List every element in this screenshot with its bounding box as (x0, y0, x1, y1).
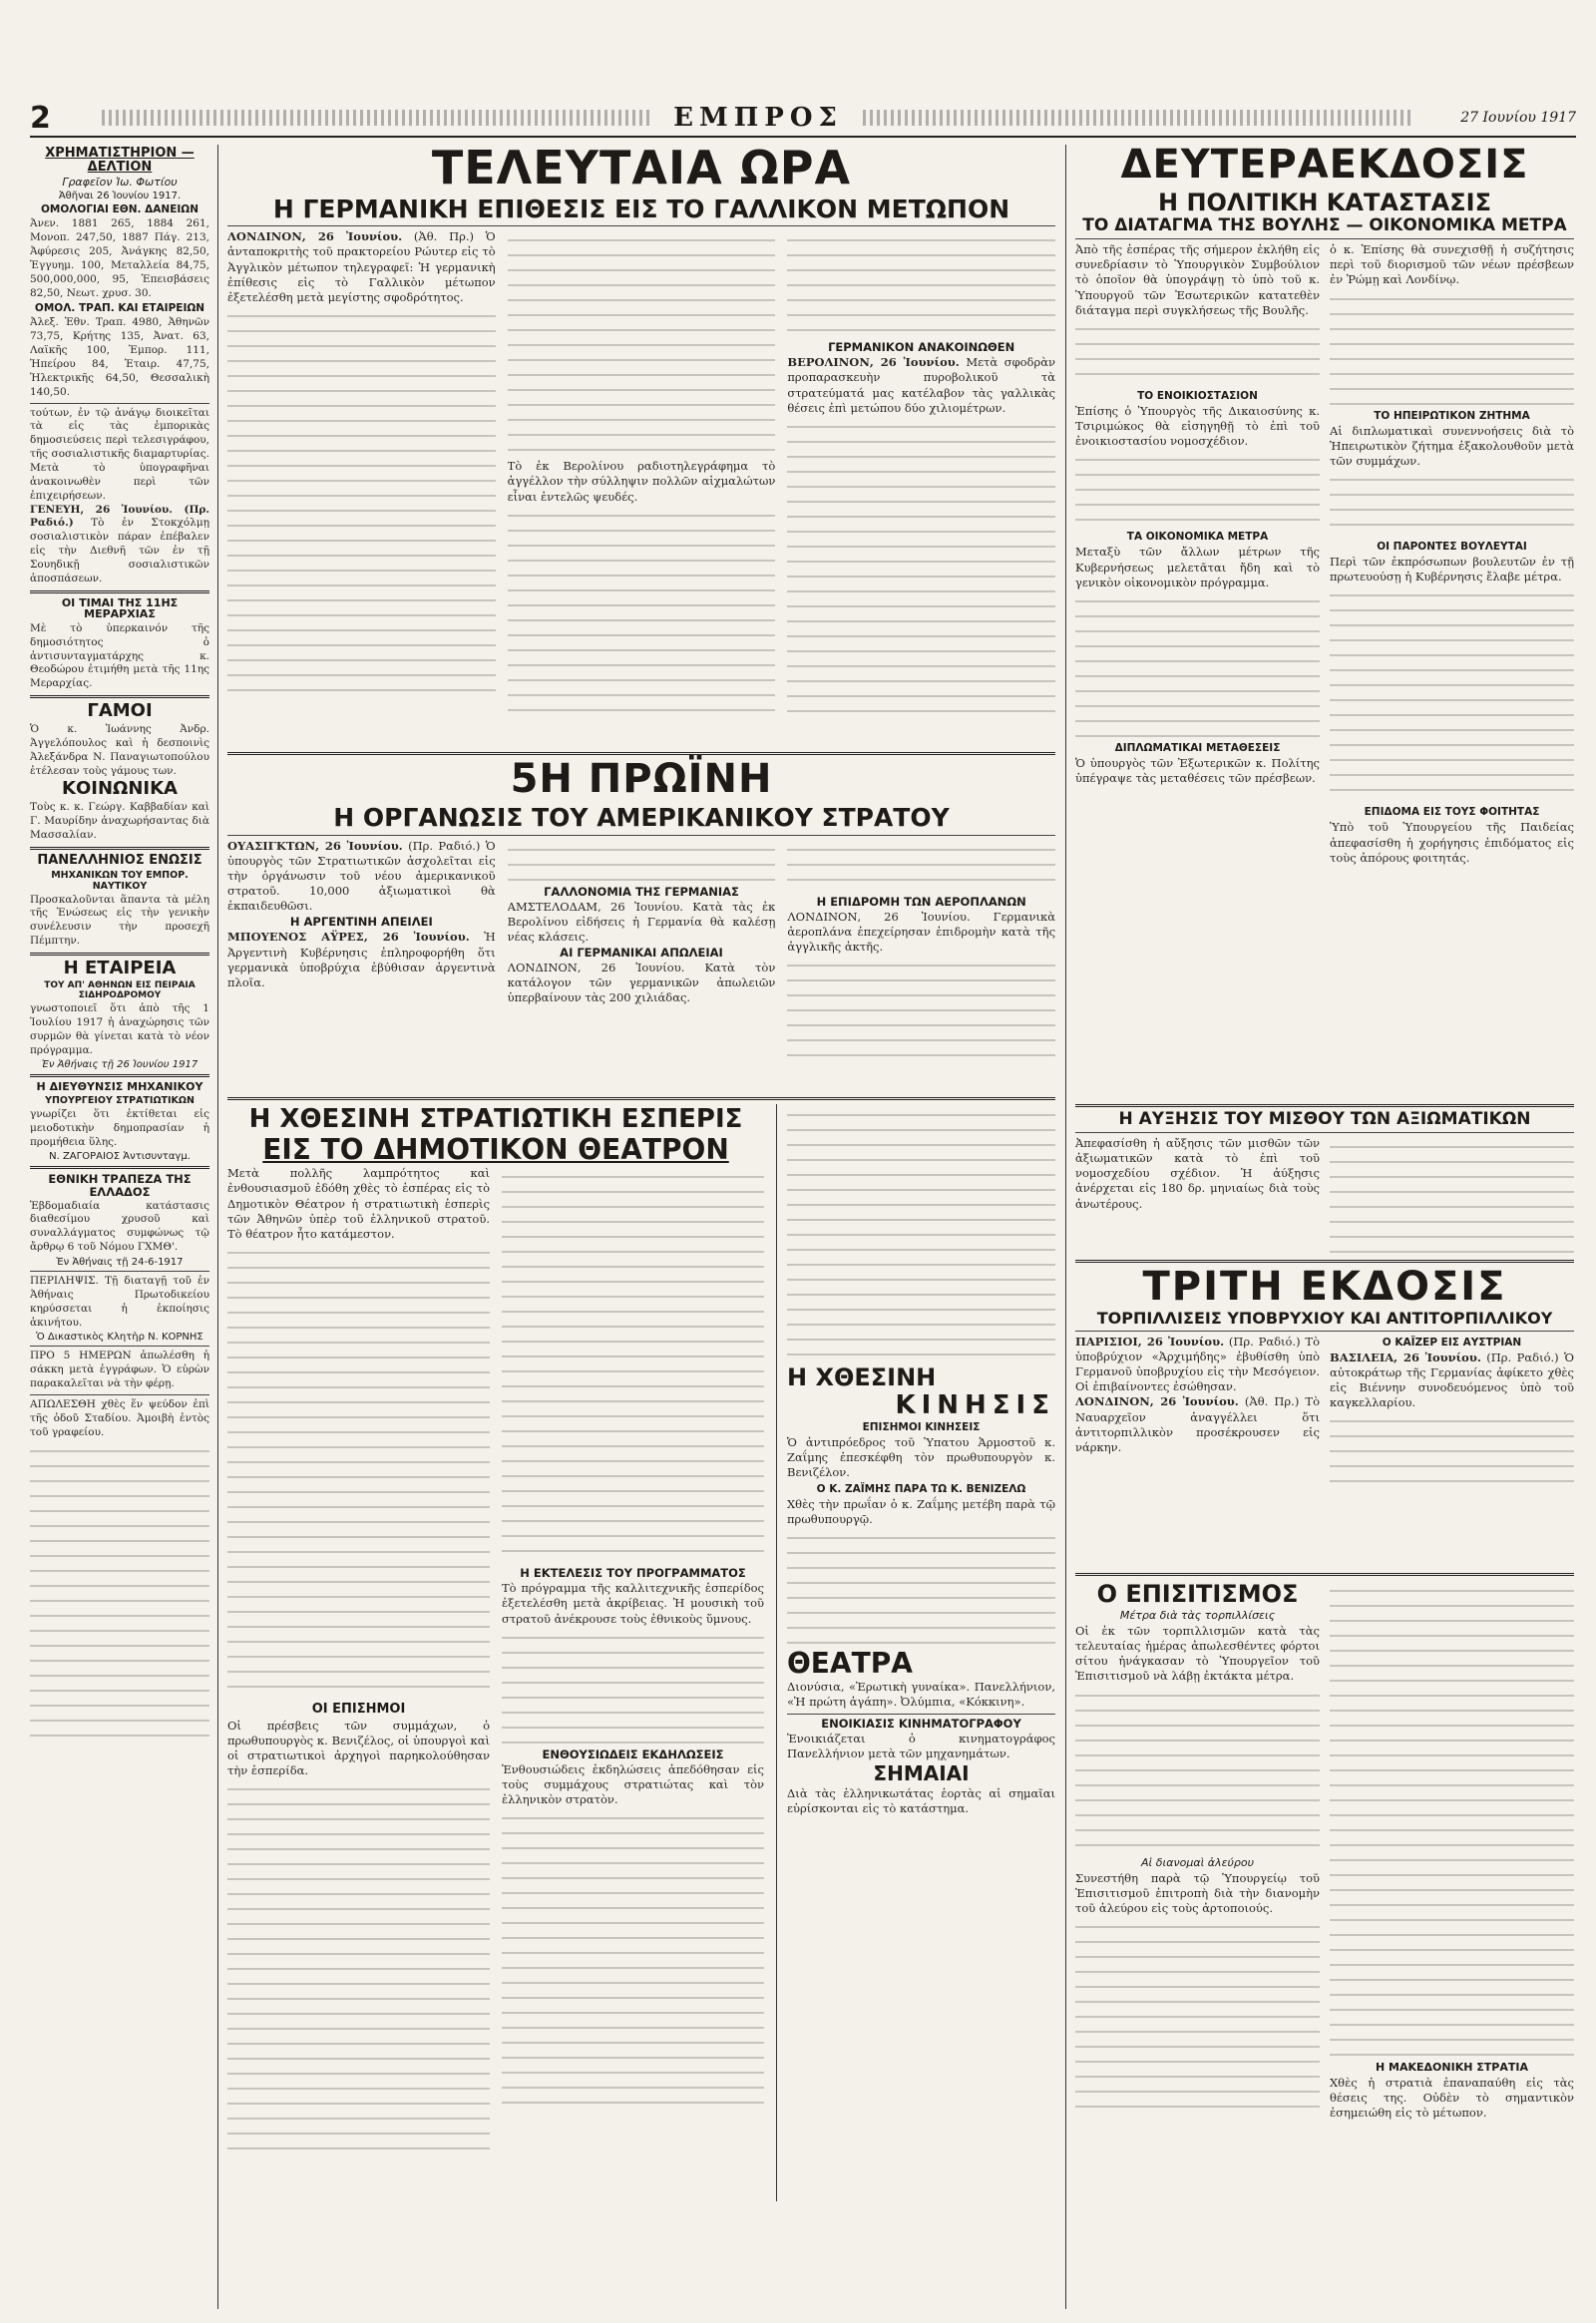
union-subtitle: ΜΗΧΑΝΙΚΩΝ ΤΟΥ ΕΜΠΟΡ. ΝΑΥΤΙΚΟΥ (51, 869, 189, 892)
losses-title: ΑΙ ΓΕΡΜΑΝΙΚΑΙ ΑΠΩΛΕΙΑΙ (560, 946, 723, 961)
right-column (1075, 145, 1574, 2309)
losses-body: ΛΟΝΔΙΝΟΝ, 26 Ἰουνίου. Κατὰ τὸν κατάλογον τῶν γερμανικῶν ἀπωλειῶν ὑπερβαίνουν τὰς 200 χιλιάδας. (507, 961, 776, 1005)
argentina-title: Η ΑΡΓΕΝΤΙΝΗ ΑΠΕΙΛΕΙ (289, 915, 433, 930)
washington-body: (Πρ. Ραδιό.) Ὁ ὑπουργὸς τῶν Στρατιωτικῶν ἀσχολεῖται εἰς τὴν ὀργάνωσιν τοῦ νέου ἀμερικανικοῦ στρατοῦ. 10,000 ἀξιωματικοὶ θὰ ἐκπαιδευθῶσι. (227, 838, 496, 914)
union-body: Προσκαλοῦνται ἅπαντα τὰ μέλη τῆς Ἑνώσεως εἰς τὴν γενικὴν συνέλευσιν τὴν προσεχῆ Πέμπτην. (30, 893, 209, 948)
movements-subtitle: ΚΙΝΗΣΙΣ (895, 1389, 1055, 1420)
germany-dateline: ΒΕΡΟΛΙΝΟΝ, 26 Ἰουνίου. (787, 355, 960, 370)
celebration-title: ΟΙ ΤΙΜΑΙ ΤΗΣ 11ΗΣ ΜΕΡΑΡΧΙΑΣ (61, 595, 179, 621)
company-signature: Ἐν Ἀθήναις τῇ 26 Ἰουνίου 1917 (41, 1059, 199, 1071)
finance-section-2: ΟΜΟΛ. ΤΡΑΠ. ΚΑΙ ΕΤΑΙΡΕΙΩΝ (34, 302, 205, 315)
supply-subtitle: Μέτρα διὰ τὰς τορπιλλίσεις (1119, 1608, 1276, 1622)
program-body: Τὸ πρόγραμμα τῆς καλλιτεχνικῆς ἑσπερίδος ἐξετελέσθη μετὰ ἀκρίβειας. Ἡ μουσικὴ τοῦ στρατοῦ ἀνέκρουσε τοὺς ἐθνικοὺς ὕμνους. (502, 1581, 764, 1626)
masthead-ornament (102, 110, 653, 126)
mech-subtitle: ΥΠΟΥΡΓΕΙΟΥ ΣΤΡΑΤΙΩΤΙΚΩΝ (45, 1094, 195, 1106)
court-notice-signature: Ὁ Δικαστικὸς Κλητὴρ Ν. ΚΟΡΝΗΣ (36, 1332, 203, 1344)
mech-title: Η ΔΙΕΥΘΥΝΣΙΣ ΜΗΧΑΝΙΚΟΥ (36, 1080, 203, 1094)
deputies-body: Περὶ τῶν ἐκπρόσωπων βουλευτῶν ἐν τῇ πρωτευούσῃ ἡ Κυβέρνησις ἔλαβε μέτρα. (1330, 555, 1574, 584)
flour-title: Αἱ διανομαὶ ἀλεύρου (1141, 1855, 1254, 1869)
zaimis-venizelos-title: Ο Κ. ΖΑΪΜΗΣ ΠΑΡΑ ΤΩ Κ. ΒΕΝΙΖΕΛΩ (816, 1482, 1026, 1495)
social-title: ΚΟΙΝΩΝΙΚΑ (62, 778, 178, 800)
center-column (227, 145, 1055, 2309)
page-number: 2 (30, 100, 51, 136)
economy-body: Μεταξὺ τῶν ἄλλων μέτρων τῆς Κυβερνήσεως μελετᾶται ἤδη καὶ τὸ γενικὸν οἰκονομικὸν πρόγραμμα. (1075, 545, 1320, 589)
column-rule (1065, 145, 1066, 2309)
lost-notice: ΠΡΟ 5 ΗΜΕΡΩΝ ἀπωλέσθη ἡ σάκκη μετὰ ἐγγράφων. Ὁ εὑρὼν παρακαλεῖται νὰ τὴν φέρῃ. (30, 1350, 209, 1390)
finance-body: Ἀνεν. 1881 265, 1884 261, Μονοπ. 247,50, 1887 Πάγ. 213, Ἀφύρεσις 205, Ἀνάγκης 82,50, Ἐγγυημ. 100, Μεταλλεία 84,75, 500,000,000, 95, Ἐπεισβάσεις 82,50, Νεωτ. χρυσ. 30. (30, 217, 209, 299)
company-body: γνωστοποιεῖ ὅτι ἀπὸ τῆς 1 Ἰουλίου 1917 ἡ ἀναχώρησις τῶν συρμῶν θὰ γίνεται κατὰ τὸ νέον πρόγραμμα. (30, 1001, 209, 1056)
second-edition-title: ΔΕΥΤΕΡΑΕΚΔΟΣΙΣ (1120, 145, 1529, 188)
mech-signature: Ν. ΖΑΓΟΡΑΙΟΣ Ἀντισυνταγμ. (49, 1151, 191, 1163)
air-raid-body: ΛΟΝΔΙΝΟΝ, 26 Ἰουνίου. Γερμανικὰ ἀεροπλάνα ἐπεχείρησαν ἐπιδρομὴν κατὰ τῆς ἀγγλικῆς ἀκτῆς. (787, 909, 1055, 954)
official-movements-body: Ὁ ἀντιπρόεδρος τοῦ Ὑπατου Ἁρμοστοῦ κ. Ζαΐμης ἐπεσκέφθη τὸν πρωθυπουργὸν κ. Βενιζέλον. (787, 1434, 1055, 1480)
kaiser-body: (Πρ. Ραδιό.) Ὁ αὐτοκράτωρ τῆς Γερμανίας ἀφίκετο χθὲς εἰς Βιέννην συνοδευόμενος ὑπὸ τοῦ καγκελλαρίου. (1330, 1350, 1574, 1410)
torpedo-title: ΤΟΡΠΙΛΛΙΣΕΙΣ ΥΠΟΒΡΥΧΙΟΥ ΚΑΙ ΑΝΤΙΤΟΡΠΙΛΛΙΚΟΥ (1096, 1308, 1553, 1328)
masthead-ornament-right (863, 110, 1414, 126)
rent-title: ΤΟ ΕΝΟΙΚΙΟΣΤΑΣΙΟΝ (1137, 389, 1258, 402)
london-dateline: ΛΟΝΔΙΝΟΝ, 26 Ἰουνίου. (227, 229, 403, 244)
theaters-listing: Διονύσια, «Ἐρωτικὴ γυναίκα». Πανελλήνιον, «Ἡ πρώτη ἀγάπη». Ὀλύμπια, «Κόκκινη». (787, 1680, 1055, 1710)
cabinet-body: ὁ κ. Ἐπίσης θὰ συνεχισθῇ ἡ συζήτησις περὶ τοῦ διορισμοῦ τῶν νέων πρέσβεων ἐν Ῥώμῃ καὶ Λονδίνῳ. (1330, 242, 1574, 287)
official-movements-title: ΕΠΙΣΗΜΟΙ ΚΙΝΗΣΕΙΣ (862, 1420, 981, 1433)
morning-title: 5Η ΠΡΩΪΝΗ (510, 756, 773, 803)
economy-title: ΤΑ ΟΙΚΟΝΟΜΙΚΑ ΜΕΤΡΑ (1126, 531, 1269, 544)
company-title: Η ΕΤΑΙΡΕΙΑ (63, 958, 177, 979)
argentina-dateline: ΜΠΟΥΕΝΟΣ ΑΫΡΕΣ, 26 Ἰουνίου. (227, 930, 470, 945)
morning-subtitle: Η ΟΡΓΑΝΩΣΙΣ ΤΟΥ ΑΜΕΡΙΚΑΝΙΚΟΥ ΣΤΡΑΤΟΥ (333, 803, 950, 833)
social-body: Τοὺς κ. κ. Γεώργ. Καββαδίαν καὶ Γ. Μαυρίδην ἀναχωρήσαντας διὰ Μασσαλίαν. (30, 801, 209, 842)
washington-dateline: ΟΥΑΣΙΓΚΤΩΝ, 26 Ἰουνίου. (227, 838, 403, 853)
lost-notice-2: ΑΠΩΛΕΣΘΗ χθὲς ἕν ψεύδον ἐπὶ τῆς ὁδοῦ Σταδίου. Ἀμοιβὴ ἐντὸς τοῦ γραφείου. (30, 1398, 209, 1438)
epirus-body: Αἱ διπλωματικαὶ συνεννοήσεις διὰ τὸ Ἠπειρωτικὸν ζήτημα ἐξακολουθοῦν μετὰ τῶν συμμάχων. (1330, 423, 1574, 468)
theaters-title: ΘΕΑΤΡΑ (787, 1646, 913, 1680)
bank-date: Ἐν Ἀθήναις τῇ 24-6-1917 (56, 1257, 184, 1269)
left-column (30, 145, 209, 2309)
politics-subtitle: ΤΟ ΔΙΑΤΑΓΜΑ ΤΗΣ ΒΟΥΛΗΣ — ΟΙΚΟΝΟΜΙΚΑ ΜΕΤΡΑ (1082, 215, 1567, 236)
officials-body: Οἱ πρέσβεις τῶν συμμάχων, ὁ πρωθυπουργὸς κ. Βενιζέλος, οἱ ὑπουργοὶ καὶ οἱ στρατιωτικοὶ ἀρχηγοὶ παρηκολούθησαν τὴν ἑσπερίδα. (227, 1718, 490, 1778)
macedonia-title: Η ΜΑΚΕΔΟΝΙΚΗ ΣΤΡΑΤΙΑ (1376, 2060, 1528, 2074)
movements-title: Η ΧΘΕΣΙΝΗ (787, 1362, 937, 1391)
flags-title: ΣΗΜΑΙΑΙ (873, 1760, 970, 1785)
text-filler (30, 1440, 209, 1740)
union-title: ΠΑΝΕΛΛΗΝΙΟΣ ΕΝΩΣΙΣ (37, 852, 202, 868)
finance-subtitle: Γραφεῖον Ἰω. Φωτίου (62, 176, 178, 190)
epirus-title: ΤΟ ΗΠΕΙΡΩΤΙΚΟΝ ΖΗΤΗΜΑ (1374, 409, 1530, 422)
cheers-body: Ἐνθουσιώδεις ἐκδηλώσεις ἀπεδόθησαν εἰς τοὺς συμμάχους στρατιώτας καὶ τὸν ἑλληνικὸν στρατὸν. (502, 1761, 764, 1807)
bank-body: Ἑβδομαδιαία κατάστασις διαθεσίμου χρυσοῦ καὶ συναλλάγματος συμφώνως τῷ ἄρθρῳ 6 τοῦ Νόμου ΓΧΜΘ'. (30, 1199, 209, 1254)
celebration-body: Μὲ τὸ ὑπερκαινόν τῆς δημοσιότητος ὁ ἀντισυνταγματάρχης κ. Θεοδώρου ἐτιμήθη μετὰ τῆς 11ης Μεραρχίας. (30, 621, 209, 690)
geneve-dateline: ΓΕΝΕΥΗ, 26 Ἰουνίου. (Πρ. Ραδιό.) (30, 503, 209, 530)
finance-date: Ἀθῆναι 26 Ἰουνίου 1917. (58, 191, 182, 202)
theater-title: Η ΧΘΕΣΙΝΗ ΣΤΡΑΤΙΩΤΙΚΗ ΕΣΠΕΡΙΣ (248, 1103, 743, 1134)
finance-section: ΟΜΟΛΟΓΙΑΙ ΕΘΝ. ΔΑΝΕΙΩΝ (40, 203, 199, 216)
paris-dateline: ΠΑΡΙΣΙΟΙ, 26 Ἰουνίου. (1075, 1334, 1225, 1349)
zaimis-venizelos-body: Χθὲς τὴν πρωΐαν ὁ κ. Ζαΐμης μετέβη παρὰ τῷ πρωθυπουργῷ. (787, 1496, 1055, 1526)
theater-subtitle: ΕΙΣ ΤΟ ΔΗΜΟΤΙΚΟΝ ΘΕΑΤΡΟΝ (262, 1132, 729, 1166)
officials-title: ΟΙ ΕΠΙΣΗΜΟΙ (311, 1702, 406, 1718)
germany-communique-title: ΓΕΡΜΑΝΙΚΟΝ ΑΝΑΚΟΙΝΩΘΕΝ (828, 340, 1015, 355)
geneve-body: Τὸ ἐν Στοκχόλμῃ σοσιαλιστικὸν πάραν ἐπέβαλεν εἰς τὴν Διεθνῆ τῶν ἐν τῇ Σουηδικῇ σοσιαλιστικῶν ἀποσπάσεων. (30, 517, 209, 584)
berlin-radio-body: Τὸ ἐκ Βερολίνου ραδιοτηλεγράφημα τὸ ἀγγέλλον τὴν σύλληψιν πολλῶν αἰχμαλώτων εἶναι ἐντελῶς ψευδές. (507, 459, 776, 504)
court-notice: ΠΕΡΙΛΗΨΙΣ. Τῇ διαταγῇ τοῦ ἐν Ἀθήναις Πρωτοδικείου κηρύσσεται ἡ ἐκποίησις ἀκινήτου. (30, 1275, 209, 1329)
mech-body: γνωρίζει ὅτι ἐκτίθεται εἰς μειοδοτικὴν δημοπρασίαν ἡ προμήθεια ὕλης. (30, 1107, 209, 1148)
rent-body: Ἐπίσης ὁ Ὑπουργὸς τῆς Δικαιοσύνης κ. Τσιριμώκος θὰ εἰσηγηθῇ τὸ ἐπὶ τοῦ ἐνοικιοστασίου νομοσχέδιον. (1075, 403, 1320, 449)
masthead (30, 100, 1576, 138)
column-rule (217, 145, 218, 2309)
kaiser-dateline: ΒΑΣΙΛΕΙΑ, 26 Ἰουνίου. (1330, 1350, 1481, 1364)
politics-body: Ἀπὸ τῆς ἑσπέρας τῆς σήμερον ἐκλήθη εἰς συνεδρίασιν τὸ Ὑπουργικὸν Συμβούλιον τὸ ὁποῖον θὰ ὑπογράψῃ τὸ ὑπὸ τοῦ κ. Ὑπουργοῦ τῶν Ἐσωτερικῶν κατατεθὲν διάταγμα περὶ συγκλήσεως τῆς Βουλῆς. (1075, 242, 1320, 317)
london-2-dateline: ΛΟΝΔΙΝΟΝ, 26 Ἰουνίου. (1075, 1394, 1239, 1409)
theater-body: Μετὰ πολλῆς λαμπρότητος καὶ ἐνθουσιασμοῦ ἐδόθη χθὲς τὸ ἑσπέρας εἰς τὸ Δημοτικὸν Θέατρον ἡ στρατιωτικὴ ἑσπερὶς τῶν Ἀθηνῶν ὑπὲρ τοῦ ἑλληνικοῦ στρατοῦ. Τὸ θέατρον ἦτο κατάμεστον. (227, 1166, 490, 1241)
salary-body: Ἀπεφασίσθη ἡ αὔξησις τῶν μισθῶν τῶν ἀξιωματικῶν κατὰ τὸ ἐπὶ τοῦ νομοσχεδίου σχέδιον. Ἡ ἀύξησις ἀνέρχεται εἰς 180 δρ. μηνιαίως διὰ τοὺς ἀνωτέρους. (1075, 1135, 1320, 1211)
london-2-body: (Ἀθ. Πρ.) Τὸ Ναυαρχεῖον ἀναγγέλλει ὅτι ἀντιτορπιλλικὸν προσέκρουσεν εἰς νάρκην. (1075, 1394, 1320, 1454)
macedonia-body: Χθὲς ἡ στρατιὰ ἐπαναπαύθη εἰς τὰς θέσεις της. Οὐδὲν τὸ σημαντικὸν ἐσημειώθη εἰς τὸ μέτωπον. (1330, 2075, 1574, 2121)
third-edition-title: ΤΡΙΤΗ ΕΚΔΟΣΙΣ (1142, 1263, 1507, 1310)
issue-date: 27 Ιουνίου 1917 (1460, 110, 1577, 126)
air-raid-title: Η ΕΠΙΔΡΟΜΗ ΤΩΝ ΑΕΡΟΠΛΑΝΩΝ (816, 894, 1026, 909)
paris-body: (Πρ. Ραδιό.) Τὸ ὑποβρύχιον «Ἀρχιμήδης» ἐβυθίσθη ὑπὸ Γερμανοῦ ὑποβρυχίου εἰς τὴν Μεσόγειον. Οἱ ἐπιβαίνοντες ἐσώθησαν. (1075, 1334, 1320, 1394)
flags-body: Διὰ τὰς ἑλληνικωτάτας ἑορτὰς αἱ σημαῖαι εὑρίσκονται εἰς τὸ κατάστημα. (787, 1785, 1055, 1816)
students-body: Ὑπὸ τοῦ Ὑπουργείου τῆς Παιδείας ἀπεφασίσθη ἡ χορήγησις ἐπιδόματος εἰς τοὺς ἀπόρους φοιτητάς. (1330, 820, 1574, 865)
program-title: Η ΕΚΤΕΛΕΣΙΣ ΤΟΥ ΠΡΟΓΡΑΜΜΑΤΟΣ (520, 1566, 746, 1581)
politics-brief: τούτων, ἐν τῷ ἀνάγῳ διοικεῖται τὰ εἰς τὰς ἐμπορικὰς δημοσιεύσεις περὶ τελεσιγράφου, τῆς σοσιαλιστικῆς διαμαρτυρίας. Μετὰ τὸ ὑπογραφῆναι ἀνακοινωθὲν περὶ τῶν ἐπιχειρήσεων. (30, 406, 209, 502)
germany-body: Μετὰ σφοδρὰν προπαρασκευὴν πυροβολικοῦ τὰ στρατεύματά μας κατέλαβον τὰς γαλλικὰς θέσεις ἐπὶ μετώπου δύο χιλιομέτρων. (787, 355, 1055, 415)
politics-title: Η ΠΟΛΙΤΙΚΗ ΚΑΤΑΣΤΑΣΙΣ (1158, 189, 1491, 216)
supply-body: Οἱ ἐκ τῶν τορπιλλισμῶν κατὰ τὰς τελευταίας ἡμέρας ἀπωλεσθέντες φόρτοι σίτου ἠνάγκασαν τὸ Ὑπουργεῖον τοῦ Ἐπισιτισμοῦ νὰ λάβῃ ἐκτάκτα μέτρα. (1075, 1623, 1320, 1684)
flour-body: Συνεστήθη παρὰ τῷ Ὑπουργείῳ τοῦ Ἐπισιτισμοῦ ἐπιτροπὴ διὰ τὴν διανομὴν τοῦ ἀλεύρου εἰς τοὺς ἀρτοποιούς. (1075, 1870, 1320, 1915)
finance-title: ΧΡΗΜΑΤΙΣΤΗΡΙΟΝ — ΔΕΛΤΙΟΝ (45, 146, 195, 175)
conscription-title: ΓΑΛΛΟΝΟΜΙΑ ΤΗΣ ΓΕΡΜΑΝΙΑΣ (544, 884, 739, 899)
finance-body-2: Ἀλεξ. Ἐθν. Τραπ. 4980, Ἀθηνῶν 73,75, Κρήτης 135, Ἀνατ. 63, Λαϊκῆς 100, Ἐμπορ. 111, Ἠπείρου 84, Ἐταιρ. 47,75, Ἠλεκτρικῆς 64,50, Θεσσαλικὴ 140,50. (30, 316, 209, 398)
lasthour-title: ΤΕΛΕΥΤΑΙΑ ΩΡΑ (431, 145, 852, 194)
london-body: (Ἀθ. Πρ.) Ὁ ἀνταποκριτὴς τοῦ πρακτορείου Ρώυτερ εἰς τὸ Ἀγγλικὸν μέτωπον τηλεγραφεῖ: Ἡ γερμανικὴ ἐπίθεσις εἰς τὸ Γαλλικὸν μέτωπον ἐξετελέσθη μετὰ μεγίστης σφοδρότητος. (227, 229, 496, 304)
newspaper-name: ΕΜΠΡΟΣ (673, 103, 843, 133)
weddings-body: Ὁ κ. Ἰωάννης Ἀνδρ. Ἀγγελόπουλος καὶ ἡ δεσποινὶς Ἀλεξάνδρα Ν. Παναγιωτοπούλου ἐτέλεσαν τοὺς γάμους των. (30, 723, 209, 777)
students-title: ΕΠΙΔΟΜΑ ΕΙΣ ΤΟΥΣ ΦΟΙΤΗΤΑΣ (1364, 806, 1540, 819)
argentina-body: Ἡ Ἀργεντινὴ Κυβέρνησις ἐπληροφορήθη ὅτι γερμανικὰ ὑποβρύχια ἐβύθισαν ἀργεντινὰ πλοῖα. (227, 930, 496, 989)
diplomacy-title: ΔΙΠΛΩΜΑΤΙΚΑΙ ΜΕΤΑΘΕΣΕΙΣ (1114, 741, 1281, 754)
diplomacy-body: Ὁ ὑπουργὸς τῶν Ἐξωτερικῶν κ. Πολίτης ὑπέγραψε τὰς μεταθέσεις τῶν πρέσβεων. (1075, 755, 1320, 786)
cheers-title: ΕΝΘΟΥΣΙΩΔΕΙΣ ΕΚΔΗΛΩΣΕΙΣ (542, 1746, 724, 1761)
cinema-title: ΕΝΟΙΚΙΑΣΙΣ ΚΙΝΗΜΑΤΟΓΡΑΦΟΥ (821, 1716, 1021, 1731)
weddings-title: ΓΑΜΟΙ (87, 700, 153, 722)
cinema-body: Ἐνοικιάζεται ὁ κινηματογράφος Πανελλήνιον μετὰ τῶν μηχανημάτων. (787, 1731, 1055, 1760)
bank-title: ΕΘΝΙΚΗ ΤΡΑΠΕΖΑ ΤΗΣ ΕΛΛΑΔΟΣ (48, 1172, 192, 1199)
salary-title: Η ΑΥΞΗΣΙΣ ΤΟΥ ΜΙΣΘΟΥ ΤΩΝ ΑΞΙΩΜΑΤΙΚΩΝ (1118, 1109, 1531, 1130)
deputies-title: ΟΙ ΠΑΡΟΝΤΕΣ ΒΟΥΛΕΥΤΑΙ (1377, 541, 1527, 554)
kaiser-title: Ο ΚΑΪΖΕΡ ΕΙΣ ΑΥΣΤΡΙΑΝ (1382, 1336, 1522, 1349)
supply-title: Ο ΕΠΙΣΙΤΙΣΜΟΣ (1096, 1579, 1299, 1608)
company-subtitle: ΤΟΥ ΑΠ' ΑΘΗΝΩΝ ΕΙΣ ΠΕΙΡΑΙΑ ΣΙΔΗΡΟΔΡΟΜΟΥ (44, 979, 196, 1000)
conscription-body: ΑΜΣΤΕΛΟΔΑΜ, 26 Ἰουνίου. Κατὰ τὰς ἐκ Βερολίνου εἰδήσεις ἡ Γερμανία θὰ καλέσῃ νέας κλάσεις. (507, 899, 776, 944)
lasthour-subtitle: Η ΓΕΡΜΑΝΙΚΗ ΕΠΙΘΕΣΙΣ ΕΙΣ ΤΟ ΓΑΛΛΙΚΟΝ ΜΕΤΩΠΟΝ (272, 194, 1010, 223)
